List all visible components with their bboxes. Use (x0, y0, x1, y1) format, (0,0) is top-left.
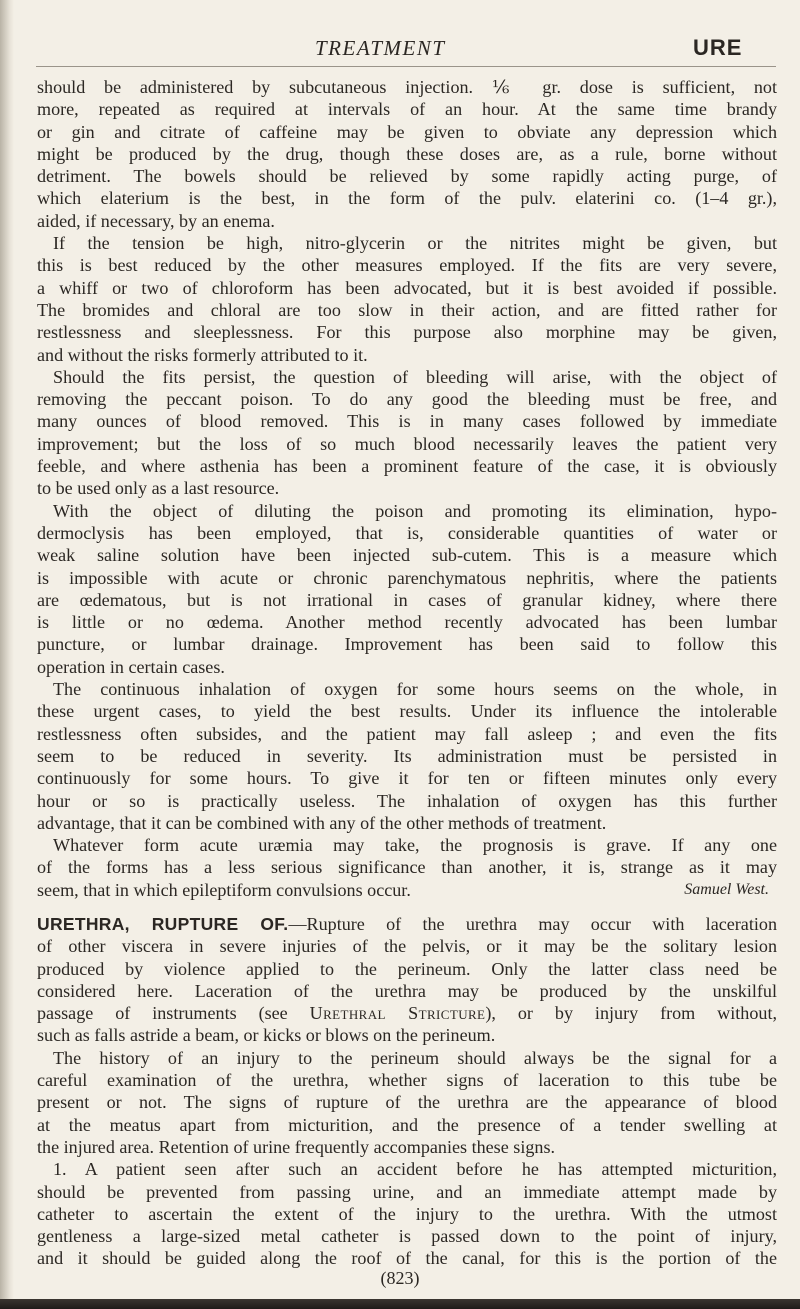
entry-first-line (37, 913, 777, 935)
page-number: (823) (380, 1268, 420, 1288)
text-line: The history of an injury to the perineum should always be the signal for a (53, 1047, 777, 1068)
text-line: is little or no œdema. Another method recently advocated has been lumbar (37, 612, 777, 633)
text-line: should be prevented from passing urine, and an immediate attempt made by (37, 1181, 777, 1202)
text-line: seem to be reduced in severity. Its administration must be persisted in (37, 745, 777, 766)
text-line: or gin and citrate of caffeine may be given to obviate any depression which (37, 121, 777, 142)
body-text (37, 76, 777, 1270)
text-line: With the object of diluting the poison and promoting its elimination, hypo- (53, 500, 777, 521)
text-line: restlessness and sleeplessness. For this purpose also morphine may be given, (37, 322, 777, 343)
text-line: of the forms has a less serious significance than another, it is, strange as it may (37, 857, 777, 878)
running-title: TREATMENT (315, 36, 446, 60)
text-line: might be produced by the drug, though these doses are, as a rule, borne without (37, 143, 777, 164)
text-line: many ounces of blood removed. This is in many cases followed by immediate (37, 411, 777, 432)
section-gap (37, 901, 777, 913)
text-line: feeble, and where asthenia has been a prominent feature of the case, it is obviously (37, 456, 777, 477)
cross-reference: Urethral Stricture (309, 1003, 486, 1024)
text-line: weak saline solution have been injected sub-cutem. This is a measure which (37, 545, 777, 566)
text-line: present or not. The signs of rupture of the urethra are the appearance of blood (37, 1092, 777, 1113)
text-line: this is best reduced by the other measures employed. If the fits are very severe, (37, 255, 777, 276)
text-line: are œdematous, but is not irrational in cases of granular kidney, where there (37, 589, 777, 610)
text-line: 1. A patient seen after such an accident before he has attempted micturition, (53, 1159, 777, 1180)
text-line: the injured area. Retention of urine frequently accompanies these signs. (37, 1136, 556, 1157)
text-line: dermoclysis has been employed, that is, considerable quantities of water or (37, 522, 777, 543)
entry-headword: URETHRA, RUPTURE OF. (37, 913, 289, 934)
author-signature: Samuel West. (684, 880, 769, 898)
text-line: which elaterium is the best, in the form of the pulv. elaterini co. (1–4 gr.), (37, 188, 777, 209)
text-line: of other viscera in severe injuries of the pelvis, or it may be the solitary lesion (37, 936, 777, 957)
text-line: If the tension be high, nitro-glycerin or the nitrites might be given, but (53, 233, 777, 254)
text-line: and it should be guided along the roof of the canal, for this is the portion of the (37, 1248, 777, 1269)
text-fragment: ), or by injury from without, (485, 1003, 777, 1024)
text-line (37, 1002, 777, 1024)
text-line: and without the risks formerly attributed to it. (37, 344, 368, 365)
text-line: The bromides and chloral are too slow in their action, and are fitted rather for (37, 299, 777, 320)
text-line (37, 879, 777, 901)
page-gutter-shadow (0, 0, 14, 1309)
text-fragment: passage of instruments (see (37, 1003, 310, 1024)
header-rule (36, 66, 776, 67)
text-line: operation in certain cases. (37, 656, 225, 677)
running-headword: URE (693, 35, 743, 60)
text-line: The continuous inhalation of oxygen for some hours seems on the whole, in (53, 679, 777, 700)
text-line: hour or so is practically useless. The inhalation of oxygen has this further (37, 790, 777, 811)
text-line: catheter to ascertain the extent of the injury to the urethra. With the utmost (37, 1203, 777, 1224)
text-line: more, repeated as required at intervals of an hour. At the same time brandy (37, 99, 777, 120)
text-line: is impossible with acute or chronic parenchymatous nephritis, where the patients (37, 567, 777, 588)
page-bottom-edge (0, 1299, 800, 1309)
text-line: a whiff or two of chloroform has been advocated, but it is best avoided if possible. (37, 277, 777, 298)
text-line: to be used only as a last resource. (37, 478, 280, 499)
text-line: continuously for some hours. To give it for ten or fifteen minutes only every (37, 768, 777, 789)
text-line: detriment. The bowels should be relieved by some rapidly acting purge, of (37, 166, 777, 187)
text-line: produced by violence applied to the perineum. Only the latter class need be (37, 958, 777, 979)
text-line: advantage, that it can be combined with any of the other methods of treatment. (37, 812, 607, 833)
text-fragment: —Rupture of the urethra may occur with laceration (288, 913, 777, 934)
text-line: such as falls astride a beam, or kicks or blows on the perineum. (37, 1025, 496, 1046)
text-line: considered here. Laceration of the urethra may be produced by the unskilful (37, 980, 777, 1001)
text-line: aided, if necessary, by an enema. (37, 210, 275, 231)
running-head (0, 36, 800, 70)
text-line: removing the peccant poison. To do any good the bleeding must be free, and (37, 389, 777, 410)
text-line: Should the fits persist, the question of bleeding will arise, with the object of (53, 366, 777, 387)
text-line: at the meatus apart from micturition, and the presence of a tender swelling at (37, 1114, 777, 1135)
text-line: improvement; but the loss of so much blood necessarily leaves the patient very (37, 433, 777, 454)
text-line: careful examination of the urethra, whether signs of laceration to this tube be (37, 1070, 777, 1091)
text-line: restlessness often subsides, and the patient may fall asleep ; and even the fits (37, 723, 777, 744)
text-line: gentleness a large-sized metal catheter is passed down to the point of injury, (37, 1226, 777, 1247)
text-fragment: seem, that in which epileptiform convulsions occur. (37, 879, 411, 900)
text-line: Whatever form acute uræmia may take, the prognosis is grave. If any one (53, 835, 777, 856)
text-line: puncture, or lumbar drainage. Improvement has been said to follow this (37, 634, 777, 655)
text-line: should be administered by subcutaneous injection. ⅙ gr. dose is sufficient, not (37, 77, 777, 97)
text-line: these urgent cases, to yield the best results. Under its influence the intolerable (37, 701, 777, 722)
